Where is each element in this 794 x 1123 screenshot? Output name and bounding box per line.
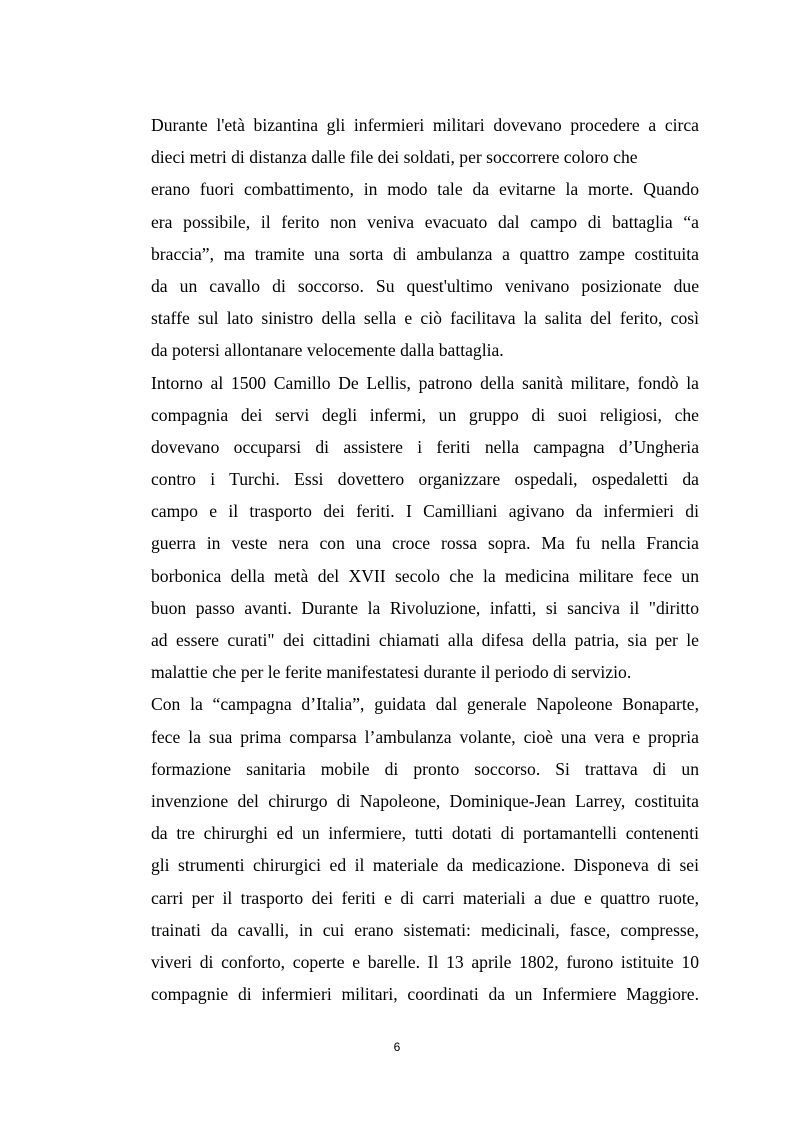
text-line: trainati da cavalli, in cui erano sistemati: medicinali, fasce, compresse, — [151, 919, 699, 940]
text-line: Intorno al 1500 Camillo De Lellis, patrono della sanità militare, fondò la — [151, 372, 699, 393]
text-line: invenzione del chirurgo di Napoleone, Dominique-Jean Larrey, costituita — [151, 790, 699, 811]
text-line: da un cavallo di soccorso. Su quest'ultimo venivano posizionate due — [151, 275, 699, 296]
body-text — [151, 109, 699, 1010]
text-line: ad essere curati" dei cittadini chiamati alla difesa della patria, sia per le — [151, 630, 699, 650]
text-line: fece la sua prima comparsa l’ambulanza volante, cioè una vera e propria — [151, 726, 699, 747]
text-line: formazione sanitaria mobile di pronto soccorso. Si trattava di un — [151, 758, 699, 779]
text-line: Con la “campagna d’Italia”, guidata dal generale Napoleone Bonaparte, — [151, 694, 699, 715]
text-line: viveri di conforto, coperte e barelle. Il 13 aprile 1802, furono istituite 10 — [151, 951, 699, 972]
text-line: guerra in veste nera con una croce rossa sopra. Ma fu nella Francia — [151, 533, 699, 554]
text-line: Durante l'età bizantina gli infermieri militari dovevano procedere a circa — [151, 115, 699, 135]
text-line: braccia”, ma tramite una sorta di ambulanza a quattro zampe costituita — [151, 243, 699, 264]
page-number: 6 — [393, 1040, 401, 1054]
text-line: campo e il trasporto dei feriti. I Camilliani agivano da infermieri di — [151, 501, 699, 522]
text-line: carri per il trasporto dei feriti e di carri materiali a due e quattro ruote, — [151, 887, 699, 908]
text-line: buon passo avanti. Durante la Rivoluzione, infatti, si sanciva il "diritto — [151, 597, 699, 618]
text-line: era possibile, il ferito non veniva evacuato dal campo di battaglia “a — [151, 211, 699, 232]
text-line: da tre chirurghi ed un infermiere, tutti dotati di portamantelli contenenti — [151, 823, 699, 844]
text-line: compagnia dei servi degli infermi, un gruppo di suoi religiosi, che — [151, 404, 699, 425]
text-line: malattie che per le ferite manifestatesi durante il periodo di servizio. — [151, 662, 632, 683]
text-line: dieci metri di distanza dalle file dei soldati, per soccorrere coloro che — [151, 147, 638, 168]
text-line: erano fuori combattimento, in modo tale da evitarne la morte. Quando — [151, 179, 699, 200]
text-line: gli strumenti chirurgici ed il materiale da medicazione. Disponeva di sei — [151, 855, 699, 876]
text-line: borbonica della metà del XVII secolo che la medicina militare fece un — [151, 565, 699, 586]
text-line: compagnie di infermieri militari, coordinati da un Infermiere Maggiore. — [151, 984, 699, 1005]
text-line: contro i Turchi. Essi dovettero organizzare ospedali, ospedaletti da — [151, 469, 699, 490]
text-line: staffe sul lato sinistro della sella e ciò facilitava la salita del ferito, così — [151, 308, 699, 329]
text-line: da potersi allontanare velocemente dalla battaglia. — [151, 340, 504, 361]
text-line: dovevano occuparsi di assistere i feriti nella campagna d’Ungheria — [151, 436, 699, 457]
